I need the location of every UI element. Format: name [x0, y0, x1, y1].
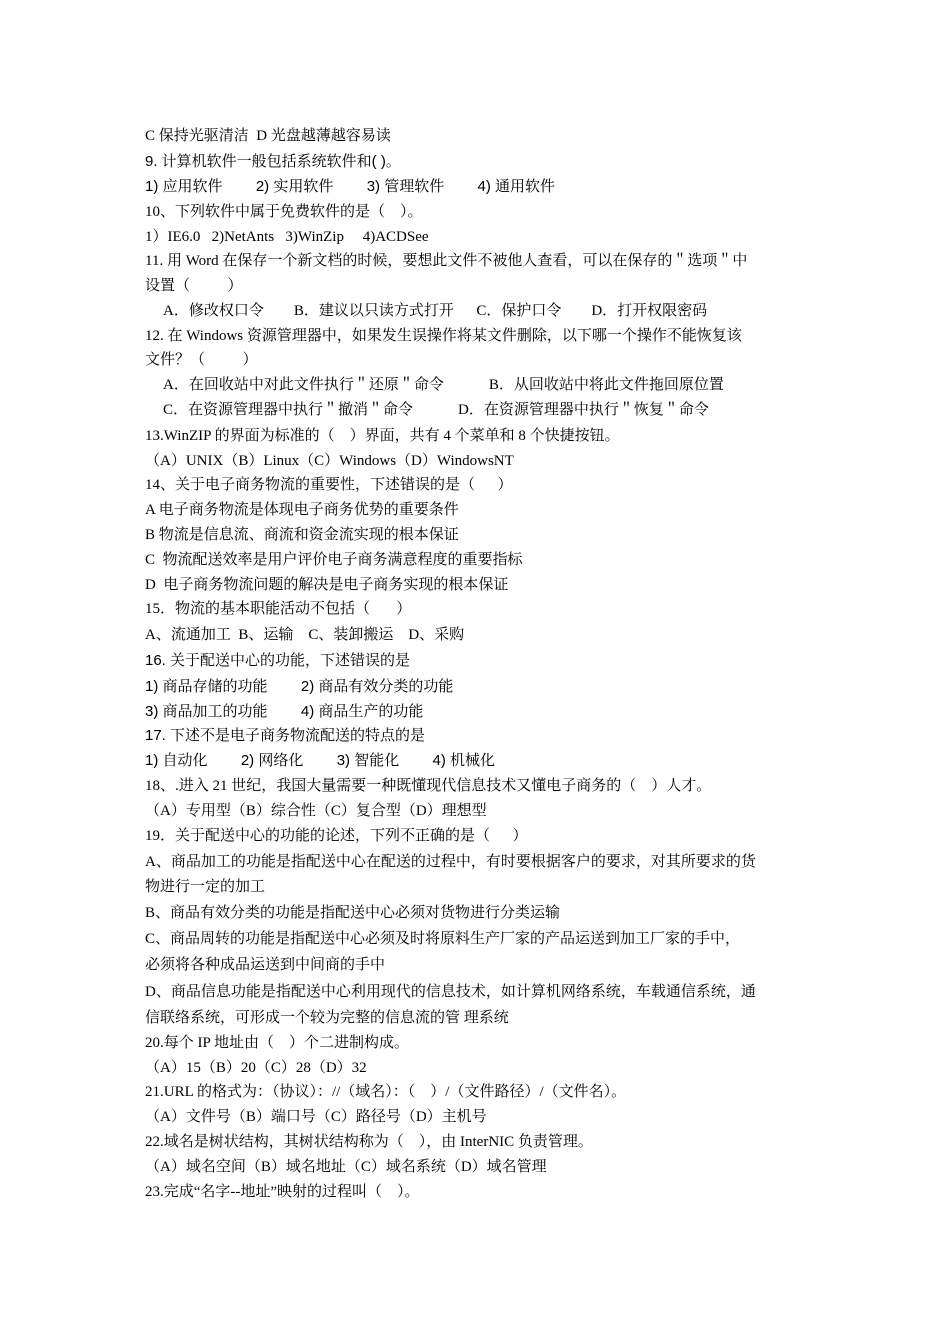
- text-line: 物进行一定的加工: [145, 879, 266, 895]
- text-line: 1) 应用软件 2) 实用软件 3) 管理软件 4) 通用软件: [145, 178, 556, 195]
- text-line: （A）15（B）20（C）28（D）32: [145, 1060, 367, 1076]
- text-line: 设置（ ）: [145, 278, 243, 294]
- text-line: 16. 关于配送中心的功能，下述错误的是: [145, 652, 411, 669]
- text-line: C 物流配送效率是用户评价电子商务满意程度的重要指标: [145, 552, 523, 568]
- text-line: B、商品有效分类的功能是指配送中心必须对货物进行分类运输: [145, 905, 561, 921]
- text-line: 21.URL 的格式为：（协议）：//（域名）：（ ）/（文件路径）/（文件名）。: [145, 1084, 627, 1100]
- text-line: B 物流是信息流、商流和资金流实现的根本保证: [145, 527, 459, 543]
- text-line: 20.每个 IP 地址由（ ）个二进制构成。: [145, 1035, 410, 1051]
- text-line: A、流通加工 B、运输 C、装卸搬运 D、采购: [145, 627, 465, 643]
- text-line: 18、.进入 21 世纪，我国大量需要一种既懂现代信息技术又懂电子商务的（ ）人才。: [145, 778, 712, 794]
- text-line: C．在资源管理器中执行＂撤消＂命令 D．在资源管理器中执行＂恢复＂命令: [163, 402, 709, 418]
- text-line: （A）专用型（B）综合性（C）复合型（D）理想型: [145, 803, 487, 819]
- text-line: D 电子商务物流问题的解决是电子商务实现的根本保证: [145, 577, 509, 593]
- text-line: 23.完成“名字--地址”映射的过程叫（ ）。: [145, 1184, 420, 1200]
- text-line: 1) 商品存储的功能 2) 商品有效分类的功能: [145, 678, 454, 695]
- text-line: （A）域名空间（B）域名地址（C）域名系统（D）域名管理: [145, 1159, 547, 1175]
- text-line: 10、下列软件中属于免费软件的是（ ）。: [145, 204, 423, 220]
- text-line: 17. 下述不是电子商务物流配送的特点的是: [145, 727, 426, 744]
- text-line: 1) 自动化 2) 网络化 3) 智能化 4) 机械化: [145, 752, 496, 769]
- text-line: 12. 在 Windows 资源管理器中，如果发生误操作将某文件删除，以下哪一个操作不能恢复该: [145, 328, 742, 344]
- text-line: 22.域名是树状结构，其树状结构称为（ ），由 InterNIC 负责管理。: [145, 1134, 593, 1150]
- text-line: 19．关于配送中心的功能的论述，下列不正确的是（ ）: [145, 828, 528, 844]
- text-line: （A）UNIX（B）Linux（C）Windows（D）WindowsNT: [145, 453, 514, 469]
- text-line: 15．物流的基本职能活动不包括（ ）: [145, 601, 412, 617]
- text-line: A．在回收站中对此文件执行＂还原＂命令 B．从回收站中将此文件拖回原位置: [163, 377, 724, 393]
- text-line: 13.WinZIP 的界面为标准的（ ）界面，共有 4 个菜单和 8 个快捷按钮。: [145, 428, 620, 444]
- text-line: C 保持光驱清洁 D 光盘越薄越容易读: [145, 128, 391, 144]
- text-line: 3) 商品加工的功能 4) 商品生产的功能: [145, 703, 424, 720]
- text-line: A 电子商务物流是体现电子商务优势的重要条件: [145, 502, 459, 518]
- text-line: 必须将各种成品运送到中间商的手中: [145, 957, 386, 973]
- text-line: 信联络系统，可形成一个较为完整的信息流的管 理系统: [145, 1010, 509, 1026]
- text-line: A．修改权口令 B．建议以只读方式打开 C．保护口令 D．打开权限密码: [163, 303, 708, 319]
- text-line: 9. 计算机软件一般包括系统软件和( )。: [145, 153, 401, 170]
- text-line: A、商品加工的功能是指配送中心在配送的过程中，有时要根据客户的要求，对其所要求的货: [145, 854, 756, 870]
- text-line: 1）IE6.0 2)NetAnts 3)WinZip 4)ACDSee: [145, 229, 429, 245]
- text-line: C、商品周转的功能是指配送中心必须及时将原料生产厂家的产品运送到加工厂家的手中，: [145, 931, 741, 947]
- text-line: 文件？（ ）: [145, 352, 258, 368]
- text-line: （A）文件号（B）端口号（C）路径号（D）主机号: [145, 1109, 487, 1125]
- text-line: 14、关于电子商务物流的重要性，下述错误的是（ ）: [145, 477, 513, 493]
- text-line: 11. 用 Word 在保存一个新文档的时候，要想此文件不被他人查看，可以在保存的＂选项＂中: [145, 253, 748, 269]
- text-line: D、商品信息功能是指配送中心利用现代的信息技术，如计算机网络系统，车载通信系统，通: [145, 984, 756, 1000]
